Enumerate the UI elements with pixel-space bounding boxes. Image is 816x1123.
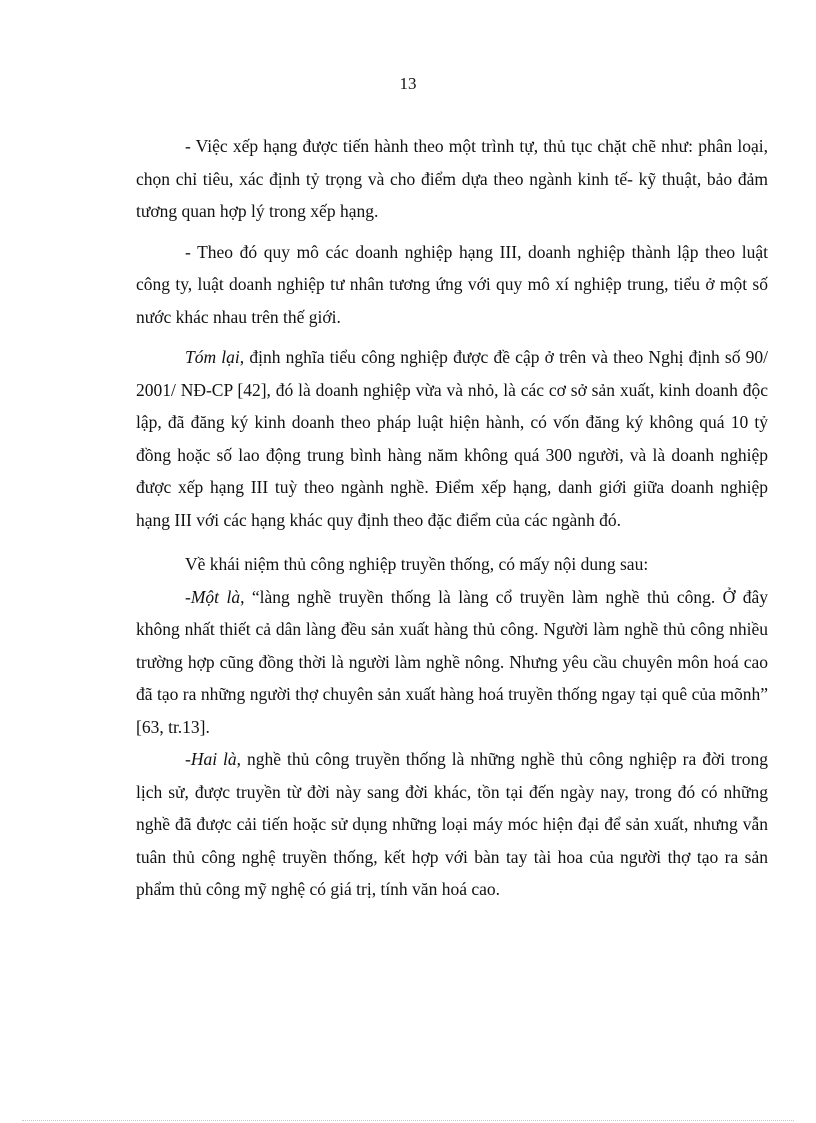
point-one-dash: - xyxy=(185,586,191,607)
paragraph-point-two xyxy=(136,743,768,906)
point-one-text: , “làng nghề truyền thống là làng cổ truyền làm nghề thủ công. Ở đây không nhất thiết cả dân làng đều sản xuất hàng thủ công. Người làm nghề thủ công nhiều trường hợp cũng đồng thời là người làm nghề nông. Nhưng yêu cầu chuyên môn hoá cao đã tạo ra những người thợ chuyên sản xuất hàng hoá truyền thống ngay tại quê của mõnh” [63, tr.13]. xyxy=(136,586,768,737)
paragraph-ranking-procedure: - Việc xếp hạng được tiến hành theo một trình tự, thủ tục chặt chẽ như: phân loại, chọn chỉ tiêu, xác định tỷ trọng và cho điểm dựa theo ngành kinh tế- kỹ thuật, bảo đảm tương quan hợp lý trong xếp hạng. xyxy=(136,136,768,221)
paragraph-concept-intro: Về khái niệm thủ công nghiệp truyền thống, có mấy nội dung sau: xyxy=(185,554,649,574)
paragraph-enterprise-scale: - Theo đó quy mô các doanh nghiệp hạng III, doanh nghiệp thành lập theo luật công ty, luật doanh nghiệp tư nhân tương ứng với quy mô xí nghiệp trung, tiểu ở một số nước khác nhau trên thế giới. xyxy=(136,241,768,327)
page-number: 13 xyxy=(399,74,417,93)
summary-lead: Tóm lại xyxy=(185,347,240,367)
summary-text: , định nghĩa tiểu công nghiệp được đề cập ở trên và theo Nghị định số 90/ 2001/ NĐ-CP [42], đó là doanh nghiệp vừa và nhỏ, là các cơ sở sản xuất, kinh doanh độc lập, đã đăng ký kinh doanh theo pháp luật hiện hành, có vốn đăng ký không quá 10 tỷ đồng hoặc số lao động trung bình hàng năm không quá 300 người, và là doanh nghiệp được xếp hạng III tuỳ theo ngành nghề. Điểm xếp hạng, danh giới giữa doanh nghiệp hạng III với các hạng khác quy định theo đặc điểm của các ngành đó. xyxy=(136,347,768,530)
paragraph-summary xyxy=(136,341,768,536)
point-two-dash: - xyxy=(185,749,191,769)
paragraph-point-one xyxy=(136,581,768,744)
point-one-lead: Một là xyxy=(190,586,241,607)
point-two-text: , nghề thủ công truyền thống là những nghề thủ công nghiệp ra đời trong lịch sử, được truyền từ đời này sang đời khác, tồn tại đến ngày nay, trong đó có những nghề đã được cải tiến hoặc sử dụng những loại máy móc hiện đại để sản xuất, nhưng vẫn tuân thủ công nghệ truyền thống, kết hợp với bàn tay tài hoa của người thợ tạo ra sản phẩm thủ công mỹ nghệ có giá trị, tính văn hoá cao. xyxy=(136,749,768,899)
body-text xyxy=(136,130,768,906)
page-bottom-divider xyxy=(22,1120,794,1121)
point-two-lead: Hai là xyxy=(190,749,237,769)
